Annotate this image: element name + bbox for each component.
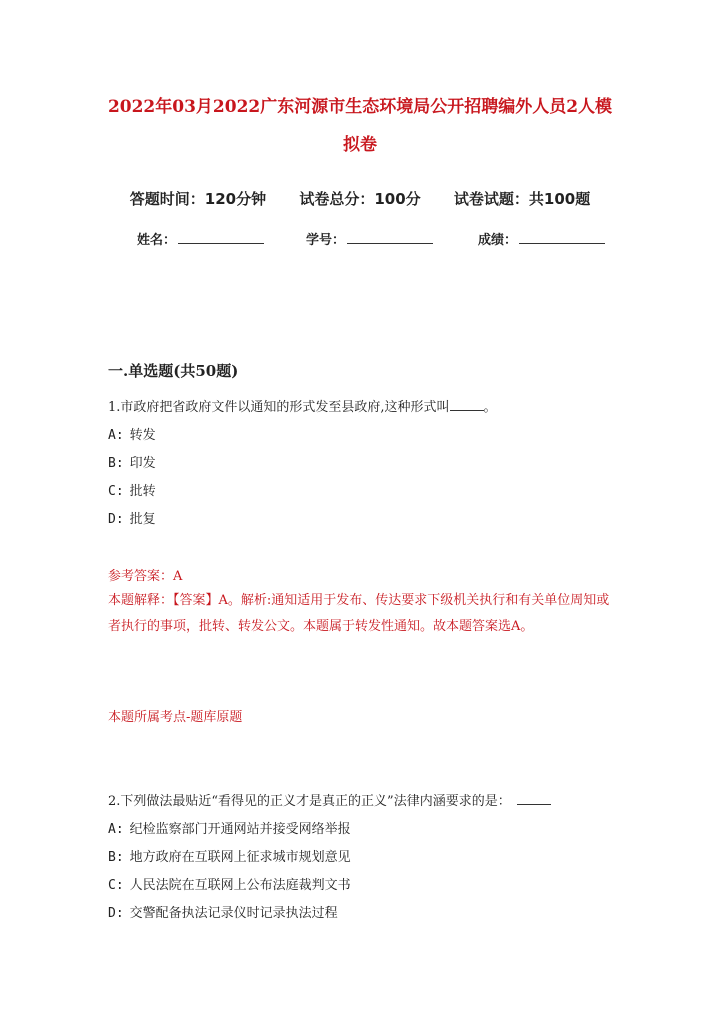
option-d[interactable] xyxy=(108,508,156,527)
question-stem-text: 1.市政府把省政府文件以通知的形式发至县政府,这种形式叫 xyxy=(108,400,450,415)
question-stem xyxy=(108,396,497,415)
option-text: 批转 xyxy=(129,484,156,499)
option-key: B: xyxy=(108,456,124,471)
option-text: 批复 xyxy=(129,512,156,527)
score-field[interactable] xyxy=(478,229,605,248)
section-title: 一.单选题(共50题) xyxy=(108,362,239,380)
question-stem-end: 。 xyxy=(483,400,497,415)
answer-time: 答题时间：120分钟 xyxy=(129,190,267,208)
option-key: C: xyxy=(108,484,124,499)
name-label: 姓名： xyxy=(137,233,177,248)
option-a[interactable] xyxy=(108,818,351,837)
option-text: 地方政府在互联网上征求城市规划意见 xyxy=(129,850,351,865)
option-c[interactable] xyxy=(108,874,351,893)
id-blank[interactable] xyxy=(347,230,433,244)
exam-title-line2: 拟卷 xyxy=(343,135,377,155)
option-key: D: xyxy=(108,906,124,921)
option-text: 转发 xyxy=(129,428,156,443)
answer-explanation: 本题解释：【答案】A。解析:通知适用于发布、传达要求下级机关执行和有关单位周知或者执行的事项，批转、转发公文。本题属于转发性通知。故本题答案选A。 xyxy=(108,593,610,634)
id-label: 学号： xyxy=(306,233,346,248)
option-text: 纪检监察部门开通网站并接受网络举报 xyxy=(129,822,351,837)
score-label: 成绩： xyxy=(478,233,518,248)
option-a[interactable] xyxy=(108,424,156,443)
answer-blank xyxy=(450,398,484,411)
option-text: 印发 xyxy=(129,456,156,471)
option-b[interactable] xyxy=(108,452,156,471)
exam-meta xyxy=(0,188,720,209)
option-key: A: xyxy=(108,822,124,837)
option-b[interactable] xyxy=(108,846,351,865)
question-stem-text: 2.下列做法最贴近“看得见的正义才是真正的正义”法律内涵要求的是： xyxy=(108,794,511,809)
score-blank[interactable] xyxy=(519,230,605,244)
answer-blank xyxy=(517,792,551,805)
name-field[interactable] xyxy=(137,229,264,248)
question-stem xyxy=(108,790,551,809)
name-blank[interactable] xyxy=(178,230,264,244)
option-text: 人民法院在互联网上公布法庭裁判文书 xyxy=(129,878,351,893)
question-source: 本题所属考点-题库原题 xyxy=(108,710,243,725)
option-text: 交警配备执法记录仪时记录执法过程 xyxy=(129,906,338,921)
option-d[interactable] xyxy=(108,902,338,921)
option-key: D: xyxy=(108,512,124,527)
total-score: 试卷总分：100分 xyxy=(299,190,421,208)
option-c[interactable] xyxy=(108,480,156,499)
exam-title-line1: 2022年03月2022广东河源市生态环境局公开招聘编外人员2人模 xyxy=(107,97,613,117)
id-field[interactable] xyxy=(306,229,433,248)
option-key: B: xyxy=(108,850,124,865)
reference-answer: 参考答案：A xyxy=(108,569,183,584)
question-count: 试卷试题：共100题 xyxy=(453,190,591,208)
option-key: A: xyxy=(108,428,124,443)
option-key: C: xyxy=(108,878,124,893)
